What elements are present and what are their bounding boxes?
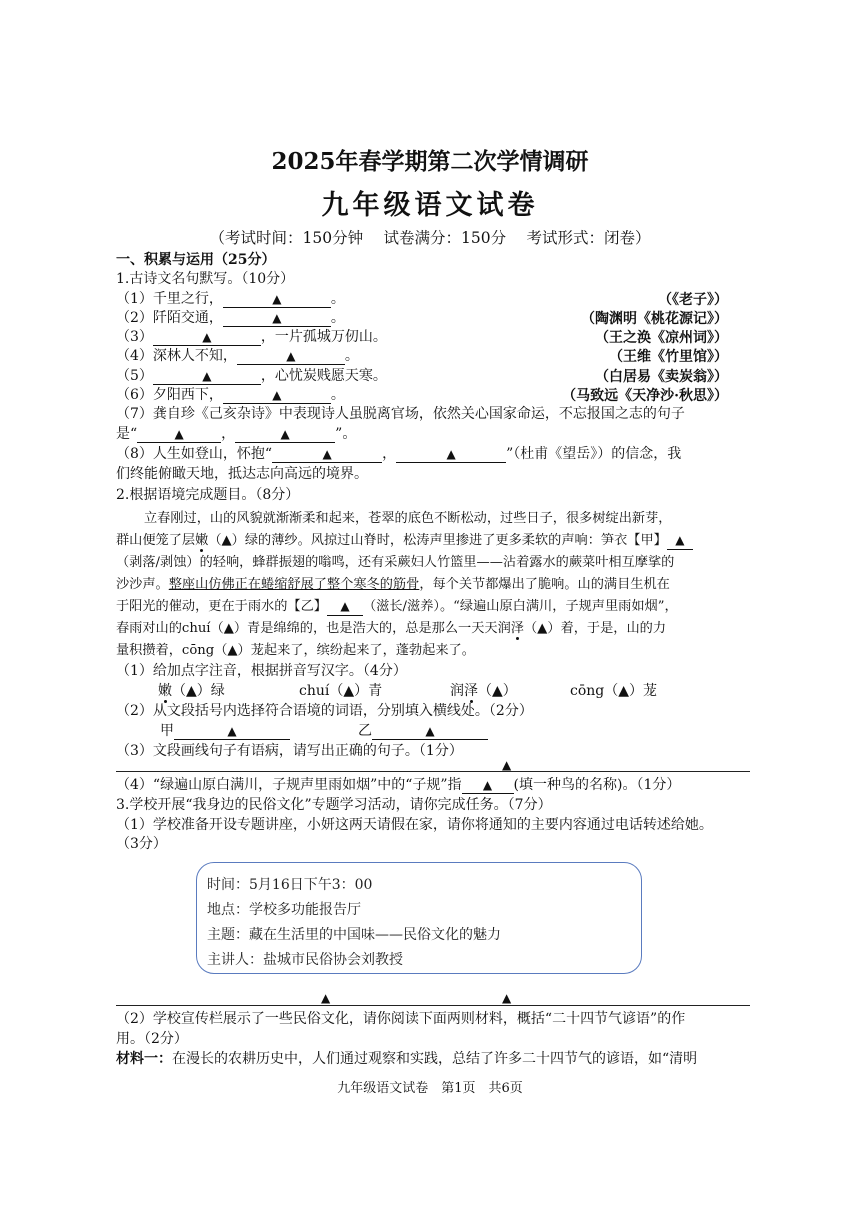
answer-blank[interactable]: ▲ [237, 348, 345, 365]
q1-item-8-line2: 们终能俯瞰天地，抵达志向高远的境界。 [116, 466, 368, 482]
notice-speaker: 主讲人：盐城市民俗协会刘教授 [207, 952, 403, 968]
notice-time: 时间：5月16日下午3：00 [207, 877, 373, 893]
q2-sub1: （1）给加点字注音，根据拼音写汉字。（4分） [116, 663, 407, 679]
answer-line[interactable] [116, 771, 750, 772]
q2-sub1-c: 润泽（▲） [450, 683, 517, 699]
q1-item-2: （2）阡陌交通， ▲ 。 [116, 310, 345, 326]
q2-sub4: （4）“绿遍山原白满川，子规声里雨如烟”中的“子规”指 ▲ (填一种鸟的名称)。（1分） [116, 777, 681, 793]
material-1: 材料一：在漫长的农耕历史中，人们通过观察和实践，总结了许多二十四节气的谚语，如“清明 [116, 1051, 698, 1067]
q3-sub2-line1: （2）学校宣传栏展示了一些民俗文化，请你阅读下面两则材料，概括“二十四节气谚语”的作 [116, 1011, 686, 1027]
q1-source-4: （王维《竹里馆》） [609, 349, 728, 365]
q1-source-5: （白居易《卖炭翁》） [595, 369, 728, 385]
answer-line[interactable] [116, 1005, 750, 1006]
answer-mark: ▲ [321, 991, 331, 1005]
q2-sub2-yi: 乙 ▲ [358, 721, 488, 741]
q1-item-6: （6）夕阳西下， ▲ 。 [116, 387, 345, 403]
q2-sub1-a: 嫩（▲）绿 [158, 683, 225, 699]
answer-blank[interactable]: ▲ [137, 426, 221, 443]
q1-item-1: （1）千里之行， ▲ 。 [116, 291, 345, 307]
exam-title: 2025年春学期第二次学情调研 [271, 148, 589, 175]
q3-sub2-line2: 用。（2分） [116, 1031, 188, 1047]
answer-blank[interactable]: ▲ [396, 446, 506, 463]
q1-source-2: （陶渊明《桃花源记》） [581, 311, 728, 327]
answer-blank[interactable]: ▲ [223, 310, 331, 327]
q2-sub1-d: cōng（▲）茏 [570, 683, 658, 699]
answer-blank[interactable]: ▲ [223, 387, 331, 404]
q1-item-5: （5） ▲ ，心忧炭贱愿天寒。 [116, 368, 387, 384]
answer-blank[interactable]: ▲ [223, 291, 331, 308]
q2-stem: 2.根据语境完成题目。（8分） [116, 487, 300, 503]
page-footer: 九年级语文试卷 第1页 共6页 [337, 1081, 523, 1096]
q1-item-7-line2: 是“ ▲ ， ▲ ”。 [116, 426, 357, 442]
q2-sub2-jia: 甲 ▲ [160, 721, 290, 741]
exam-subtitle: 九年级语文试卷 [321, 190, 539, 221]
exam-info: （考试时间：150分钟 试卷满分：150分 考试形式：闭卷） [209, 229, 651, 247]
q1-item-7-line1: （7）龚自珍《己亥杂诗》中表现诗人虽脱离官场，依然关心国家命运，不忘报国之志的句子 [116, 406, 685, 422]
q3-stem: 3.学校开展“我身边的民俗文化”专题学习活动，请你完成任务。（7分） [116, 797, 552, 813]
notice-box [196, 862, 642, 974]
notice-theme: 主题：藏在生活里的中国味——民俗文化的魅力 [207, 927, 501, 943]
answer-blank[interactable]: ▲ [174, 723, 290, 740]
q3-sub1-line1: （1）学校准备开设专题讲座，小妍这两天请假在家，请你将通知的主要内容通过电话转述给她。 [116, 817, 713, 833]
answer-blank[interactable]: ▲ [372, 723, 488, 740]
q2-sub1-b: chuí（▲）青 [299, 683, 383, 699]
q1-item-3: （3） ▲ ，一片孤城万仞山。 [116, 329, 387, 345]
answer-blank[interactable]: ▲ [462, 777, 514, 794]
blank-jia[interactable]: ▲ [667, 532, 693, 550]
q1-source-6: （马致远《天净沙·秋思》） [562, 388, 728, 404]
answer-blank[interactable]: ▲ [153, 368, 261, 385]
blank-yi[interactable]: ▲ [327, 598, 363, 616]
notice-place: 地点：学校多功能报告厅 [207, 902, 361, 918]
answer-blank[interactable]: ▲ [235, 426, 335, 443]
q1-source-3: （王之涣《凉州词》） [595, 330, 728, 346]
q2-sub2: （2）从文段括号内选择符合语境的词语，分别填入横线处。（2分） [116, 703, 533, 719]
q2-sub3: （3）文段画线句子有语病，请写出正确的句子。（1分） [116, 743, 463, 759]
answer-blank[interactable]: ▲ [153, 329, 261, 346]
q2-passage: 立春刚过，山的风貌就渐渐柔和起来，苍翠的底色不断松动，过些日子，很多树绽出新芽， 群山便笼了层嫩（▲）绿的薄纱。风掠过山脊时，松涛声里掺进了更多柔软的声响：笋衣【甲】 ▲ （剥落/剥蚀）的轻响，蜂群振翅的嗡鸣，还有采蕨妇人竹篮里——沾着露水的蕨菜叶相互摩挲的 沙沙声。整座山仿佛正在蜷缩舒展了整个寒冬的筋骨，每个关节都爆出了脆响。山的满目生机在 于阳光的催动，更在于雨水的【乙】 ▲ （滋长/滋养）。“绿遍山原白满川，子规声里雨如烟”， 春雨对山的chuí（▲）青是绵绵的，也是浩大的，总是那么一天天润泽（▲）着，于是，山的力 量积攒着，cōng（▲）茏起来了，缤纷起来了，蓬勃起来了。 [116, 508, 750, 662]
q1-stem: 1.古诗文名句默写。（10分） [116, 271, 295, 287]
answer-blank[interactable]: ▲ [272, 446, 382, 463]
q1-item-4: （4）深林人不知， ▲ 。 [116, 348, 359, 364]
q1-source-1: （《老子》） [658, 292, 728, 308]
q3-sub1-line2: （3分） [116, 836, 167, 852]
answer-mark: ▲ [502, 991, 512, 1005]
section-heading: 一、积累与运用（25分） [116, 252, 276, 268]
answer-mark: ▲ [502, 758, 512, 772]
q1-item-8-line1: （8）人生如登山，怀抱“ ▲ ， ▲ ”（杜甫《望岳》）的信念，我 [116, 446, 682, 462]
underlined-sentence: 整座山仿佛正在蜷缩舒展了整个寒冬的筋骨 [168, 577, 420, 592]
